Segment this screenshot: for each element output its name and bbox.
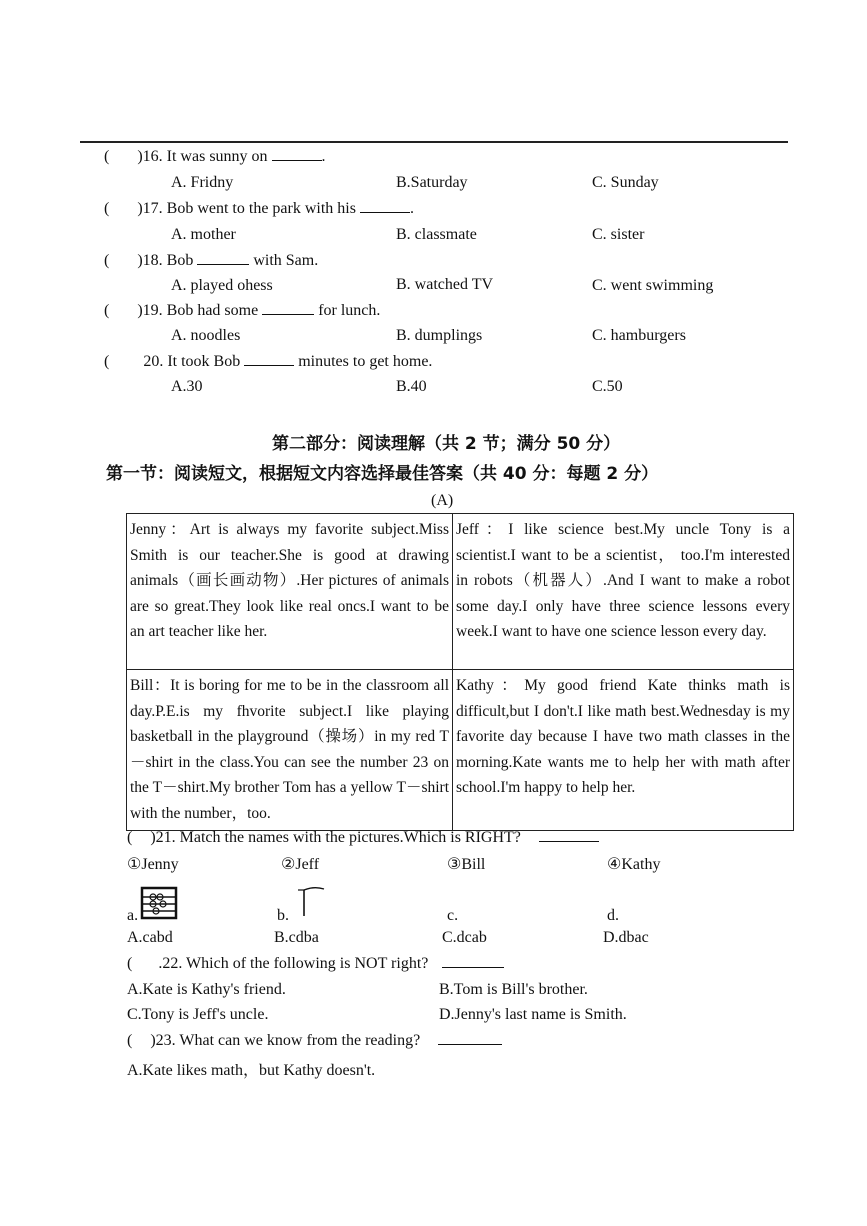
answer-blank [262,302,314,315]
question-stem: It took Bob [167,353,241,370]
name-kathy: ④Kathy [607,856,661,873]
option-20a: A.30 [171,378,203,395]
pic-label-c: c. [447,907,459,924]
answer-blank [539,829,599,842]
reading-passages-table [126,513,794,831]
option-18a: A. played ohess [171,277,273,294]
question-number: )21. [150,829,176,846]
abacus-icon [139,886,179,920]
question-number: .22. [158,955,183,972]
answer-paren: ( [104,353,110,370]
question-stem-end: . [409,200,414,217]
question-20 [104,353,432,371]
question-17 [104,200,414,218]
option-17a: A. mother [171,226,236,243]
option-19b: B. dumplings [396,327,483,344]
option-16c: C. Sunday [592,174,659,191]
answer-paren: ( [127,829,133,846]
option-21c: C.dcab [442,929,487,946]
question-19 [104,302,380,320]
passage-jenny: Jenny：Art is always my favorite subject.Miss Smith is our teacher.She is good at drawing animals（画长画动物）.Her pictures of animals are so great.They look like real oncs.I want to be an art teacher like her. [127,514,453,670]
option-17c: C. sister [592,226,645,243]
question-stem-end: with Sam. [253,252,319,269]
answer-blank [272,148,322,161]
question-number: )16. [137,148,163,165]
answer-paren: ( [104,302,110,319]
question-stem-end: . [321,148,326,165]
pic-label-a: a. [127,907,139,924]
question-stem: Bob had some [166,302,259,319]
question-number: )17. [137,200,163,217]
name-jenny: ①Jenny [127,856,179,873]
question-stem: Match the names with the pictures.Which is RIGHT? [179,829,521,846]
option-18c: C. went swimming [592,277,714,294]
passage-bill: Bill：It is boring for me to be in the classroom all day.P.E.is my fhvorite subject.I like playing basketball in the playground（操场）in my red T－shirt in the class.You can see the number 23 on the T－shirt.My brother Tom has a yellow T－shirt with the number，too. [127,670,453,831]
question-number: )23. [150,1032,176,1049]
question-16 [104,148,326,166]
option-22d: D.Jenny's last name is Smith. [439,1006,627,1023]
question-number: 20. [143,353,164,370]
pic-label-b: b. [277,907,289,924]
option-17b: B. classmate [396,226,477,243]
answer-paren: ( [127,955,133,972]
answer-paren: ( [104,148,110,165]
option-19a: A. noodles [171,327,241,344]
answer-blank [442,955,504,968]
option-21b: B.cdba [274,929,319,946]
option-18b: B. watched TV [396,276,494,293]
question-22 [127,955,504,973]
passage-jeff: Jeff：I like science best.My uncle Tony is a scientist.I want to be a scientist， too.I'm interested in robots（机器人）.And I want to make a robot some day.I only have three science lessons every week.I want to have one science lesson every day. [453,514,794,670]
option-22c: C.Tony is Jeff's uncle. [127,1006,269,1023]
name-bill: ③Bill [447,856,486,873]
answer-blank [438,1032,502,1045]
answer-blank [197,252,249,265]
question-stem-end: minutes to get home. [298,353,433,370]
option-21d: D.dbac [603,929,649,946]
question-stem: It was sunny on [166,148,268,165]
section-title: 第一节：阅读短文，根据短文内容选择最佳答案（共 40 分：每题 2 分） [106,464,659,484]
pic-label-d: d. [607,907,619,924]
option-19c: C. hamburgers [592,327,686,344]
name-jeff: ②Jeff [281,856,320,873]
passage-label: (A) [431,492,454,509]
option-20c: C.50 [592,378,623,395]
question-stem: Which of the following is NOT right? [186,955,429,972]
question-stem: Bob [166,252,194,269]
answer-blank [244,353,294,366]
question-21 [127,829,599,847]
option-20b: B.40 [396,378,427,395]
option-16b: B.Saturday [396,174,468,191]
question-number: )19. [137,302,163,319]
option-16a: A. Fridny [171,174,234,191]
answer-paren: ( [104,200,110,217]
option-22b: B.Tom is Bill's brother. [439,981,588,998]
question-stem: Bob went to the park with his [166,200,356,217]
answer-paren: ( [127,1032,133,1049]
answer-blank [360,200,410,213]
top-rule [80,141,788,143]
option-23a: A.Kate likes math，but Kathy doesn't. [127,1062,376,1079]
part-title: 第二部分：阅读理解（共 2 节；满分 50 分） [272,434,621,454]
answer-paren: ( [104,252,110,269]
question-stem-end: for lunch. [318,302,381,319]
paintbrush-icon [296,884,330,920]
option-22a: A.Kate is Kathy's friend. [127,981,286,998]
passage-kathy: Kathy：My good friend Kate thinks math is difficult,but I don't.I like math best.Wednesday is my favorite day because I have two math classes in the morning.Kate wants me to help her with math after school.I'm happy to help her. [453,670,794,831]
question-stem: What can we know from the reading? [179,1032,421,1049]
question-23 [127,1032,502,1050]
option-21a: A.cabd [127,929,173,946]
question-18 [104,252,318,270]
question-number: )18. [137,252,163,269]
